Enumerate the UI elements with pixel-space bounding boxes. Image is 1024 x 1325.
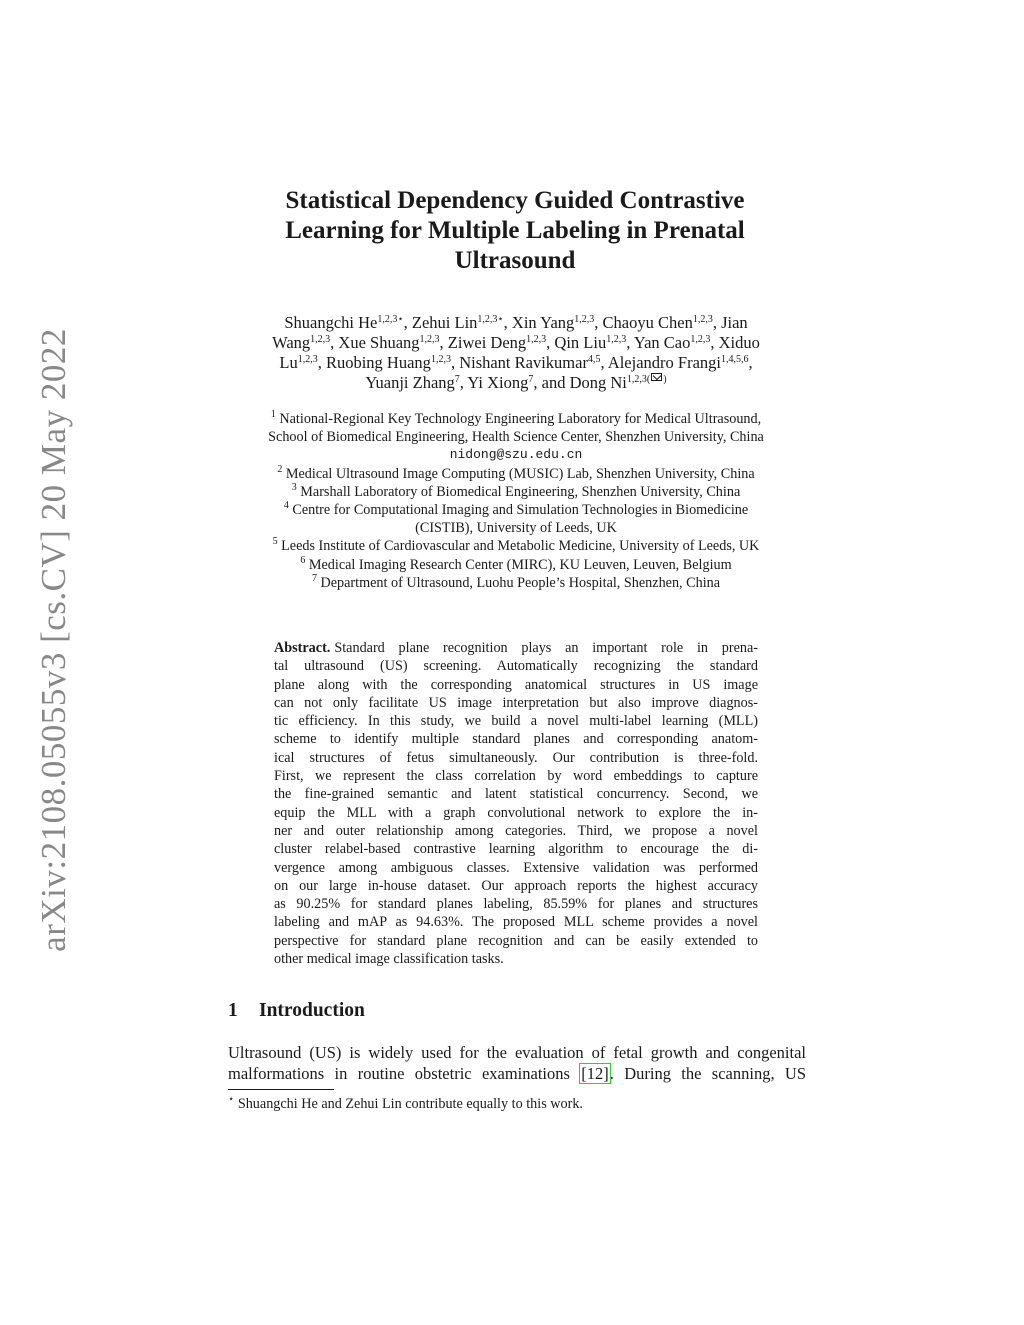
author-affiliation-mark: 1,2,3 (297, 354, 318, 365)
author-name: , Qin Liu (546, 333, 607, 352)
author-line (226, 353, 806, 373)
abstract-line: ner and outer relationship among categories. Third, we propose a novel (274, 822, 758, 839)
author-name: , Yi Xiong (459, 373, 529, 392)
author-affiliation-mark: 4,5 (587, 354, 601, 365)
abstract-line: the fine-grained semantic and latent statistical concurrency. Second, we (274, 786, 758, 803)
author-line (226, 333, 806, 353)
title-line: Ultrasound (454, 247, 576, 274)
abstract-line: tal ultrasound (US) screening. Automatically recognizing the standard (274, 658, 758, 675)
author-name: Shuangchi He (284, 313, 378, 332)
affiliation-text: Medical Imaging Research Center (MIRC), KU Leuven, Leuven, Belgium (305, 556, 732, 573)
abstract-line: tic efficiency. In this study, we build a novel multi-label learning (MLL) (274, 713, 758, 730)
author-name: , Xiduo (710, 333, 760, 352)
section-number: 1 (228, 1000, 238, 1021)
author-name: , Xue Shuang (330, 333, 420, 352)
abstract (274, 639, 758, 968)
author-affiliation-mark: 1,2,3 (574, 314, 595, 325)
corresponding-email[interactable]: nidong@szu.edu.cn (449, 447, 583, 463)
body-line (228, 1063, 806, 1084)
arxiv-identifier[interactable]: arXiv:2108.05055v3 [cs.CV] 20 May 2022 (34, 328, 73, 952)
author-affiliation-mark: 1,2,3⋆ (377, 314, 404, 325)
affiliation-text: (CISTIB), University of Leeds, UK (415, 520, 617, 537)
author-name: , Alejandro Frangi (600, 353, 721, 372)
abstract-text: Standard plane recognition plays an important role in prena- (334, 640, 758, 656)
author-name: , Yan Cao (626, 333, 691, 352)
affiliation-text: Centre for Computational Imaging and Simulation Technologies in Biomedicine (288, 502, 749, 519)
affiliation-text: National-Regional Key Technology Engineering Laboratory for Medical Ultrasound, (275, 411, 762, 427)
affiliation-number: 4 (283, 500, 289, 512)
affiliation-text: Department of Ultrasound, Luohu People’s Hospital, Shenzhen, China (316, 574, 721, 591)
footnote (228, 1096, 583, 1113)
affiliation (218, 537, 814, 555)
affiliation (218, 410, 814, 428)
author-affiliation-mark: 1,2,3 (526, 334, 547, 345)
affiliation-text: Leeds Institute of Cardiovascular and Metabolic Medicine, University of Leeds, UK (277, 538, 760, 555)
affiliation-text: Marshall Laboratory of Biomedical Engineering, Shenzhen University, China (296, 483, 741, 500)
author-affiliation-mark: 1,2,3 (606, 334, 627, 345)
abstract-line: First, we represent the class correlation by word embeddings to capture (274, 768, 758, 785)
abstract-line: other medical image classification tasks. (274, 951, 504, 968)
author-name: , Ziwei Deng (439, 333, 527, 352)
body-text: . During the scanning, US (609, 1064, 806, 1083)
author-line (226, 313, 806, 333)
section-title: Introduction (259, 1000, 365, 1021)
author-name: Lu (279, 353, 298, 372)
abstract-line: as 90.25% for standard planes labeling, 85.59% for planes and structures (274, 896, 758, 913)
author-name: , and Dong Ni (533, 373, 627, 392)
affiliation-number: 1 (270, 409, 276, 420)
author-name: Yuanji Zhang (365, 373, 455, 392)
title-line: Learning for Multiple Labeling in Prenatal (285, 217, 745, 244)
author-affiliation-mark: 1,2,3 (690, 334, 711, 345)
author-name: Wang (272, 333, 311, 352)
author-affiliation-mark: 1,2,3 (310, 334, 331, 345)
footnote-text: Shuangchi He and Zehui Lin contribute equally to this work. (234, 1096, 583, 1112)
envelope-icon (651, 373, 662, 381)
affiliation (218, 501, 814, 519)
affiliation (218, 556, 814, 574)
affiliation-text: School of Biomedical Engineering, Health Science Center, Shenzhen University, China (268, 429, 764, 446)
affiliation (218, 574, 814, 592)
author-name: , Chaoyu Chen (594, 313, 693, 332)
abstract-line: on our large in-house dataset. Our approach reports the highest accuracy (274, 877, 758, 894)
author-affiliation-mark: 7 (528, 374, 534, 385)
author-line (226, 373, 806, 393)
author-list (226, 313, 806, 393)
arxiv-sidebar (33, 328, 75, 952)
abstract-line: cluster relabel-based contrastive learning algorithm to encourage the di- (274, 841, 758, 858)
footnote-rule (228, 1089, 334, 1090)
body-line: Ultrasound (US) is widely used for the evaluation of fetal growth and congenital (228, 1043, 806, 1062)
author-name: , Zehui Lin (403, 313, 478, 332)
affiliation-number: 3 (291, 481, 297, 493)
affiliation-text: Medical Ultrasound Image Computing (MUSIC) Lab, Shenzhen University, China (282, 465, 755, 482)
affiliation (218, 465, 814, 483)
abstract-line: vergence among ambiguous classes. Extensive validation was performed (274, 859, 758, 876)
paper-title (230, 186, 800, 276)
affiliation-list (218, 410, 814, 592)
author-name: , Xin Yang (503, 313, 575, 332)
author-affiliation-mark: 1,2,3⋆ (477, 314, 504, 325)
author-affiliation-mark: 1,4,5,6 (721, 354, 749, 365)
corresponding-author-mark: 1,2,3( ) (626, 374, 667, 385)
author-name: , Nishant Ravikumar (450, 353, 588, 372)
title-line: Statistical Dependency Guided Contrastive (285, 187, 745, 214)
affiliation-number: 5 (272, 536, 278, 548)
affiliation-number: 7 (311, 572, 317, 584)
abstract-line: ical structures of fetus simultaneously. Our contribution is three-fold. (274, 749, 758, 766)
citation-link[interactable]: [12] (581, 1064, 609, 1083)
abstract-line: scheme to identify multiple standard planes and corresponding anatom- (274, 731, 758, 748)
author-affiliation-mark: 1,2,3( (626, 374, 651, 385)
footnote-marker: ⋆ (228, 1094, 235, 1105)
author-name: , Ruobing Huang (317, 353, 431, 372)
author-affiliation-mark: 1,2,3 (419, 334, 440, 345)
author-affiliation-mark: 7 (454, 374, 460, 385)
section-heading (228, 1000, 365, 1022)
intro-paragraph (228, 1042, 806, 1084)
affiliation (218, 483, 814, 501)
abstract-line: can not only facilitate US image interpretation but also improve diagnos- (274, 694, 758, 711)
affiliation-number: 2 (277, 463, 283, 475)
affiliation-number: 6 (300, 554, 306, 566)
abstract-line: plane along with the corresponding anatomical structures in US image (274, 676, 758, 693)
abstract-line: labeling and mAP as 94.63%. The proposed MLL scheme provides a novel (274, 914, 758, 931)
abstract-line (274, 639, 758, 657)
abstract-label: Abstract. (274, 640, 331, 656)
body-text: malformations in routine obstetric examinations (228, 1064, 581, 1083)
author-name: , Jian (712, 313, 748, 332)
author-name: , (748, 353, 753, 372)
abstract-line: perspective for standard plane recognition and can be easily extended to (274, 932, 758, 949)
author-affiliation-mark: 1,2,3 (692, 314, 713, 325)
abstract-line: equip the MLL with a graph convolutional network to explore the in- (274, 804, 758, 821)
author-affiliation-mark: 1,2,3 (430, 354, 451, 365)
